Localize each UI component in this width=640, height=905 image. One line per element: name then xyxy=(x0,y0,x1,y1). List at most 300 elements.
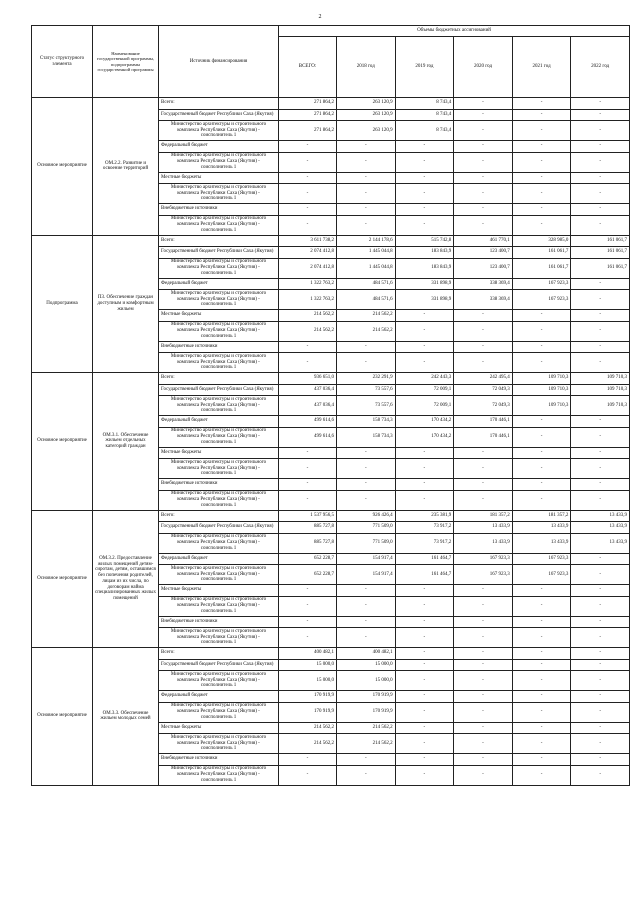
amount-year: - xyxy=(571,565,630,585)
funding-source: Федеральный бюджет xyxy=(159,416,279,428)
funding-source: Местные бюджеты xyxy=(159,172,279,184)
amount-year: - xyxy=(571,141,630,153)
amount-year: - xyxy=(571,204,630,216)
amount-year: 338 369,4 xyxy=(454,278,513,290)
amount-year: 328 985,0 xyxy=(512,235,571,247)
amount-year: - xyxy=(337,215,396,235)
amount-year: - xyxy=(512,341,571,353)
funding-source: Государственный бюджет Республики Саха (Якутия) xyxy=(159,384,279,396)
amount-year: - xyxy=(571,765,630,785)
amount-year: 13 433,9 xyxy=(512,522,571,534)
amount-year: 123 400,7 xyxy=(454,247,513,259)
funding-source-executor: Министерство архитектуры и строительного комплекса Республики Саха (Якутия) - соисполнитель 1 xyxy=(159,765,279,785)
funding-source-executor: Министерство архитектуры и строительного комплекса Республики Саха (Якутия) - соисполнитель 1 xyxy=(159,596,279,616)
amount-year: - xyxy=(512,671,571,691)
amount-year: - xyxy=(571,648,630,660)
amount-total: 214 562,2 xyxy=(279,734,337,754)
amount-year: - xyxy=(512,141,571,153)
funding-source: Государственный бюджет Республики Саха (Якутия) xyxy=(159,522,279,534)
amount-total: 214 562,2 xyxy=(279,321,337,341)
amount-year: - xyxy=(512,109,571,121)
amount-year: 158 734,3 xyxy=(337,427,396,447)
funding-source-executor: Министерство архитектуры и строительного комплекса Республики Саха (Якутия) - соисполнитель 1 xyxy=(159,215,279,235)
amount-year: - xyxy=(512,98,571,110)
amount-year: 109 710,3 xyxy=(512,384,571,396)
amount-year: 242 495,4 xyxy=(454,373,513,385)
amount-total: - xyxy=(279,353,337,373)
amount-year: 214 562,2 xyxy=(337,321,396,341)
amount-total: 499 614,6 xyxy=(279,416,337,428)
amount-year: 461 770,1 xyxy=(454,235,513,247)
amount-year: - xyxy=(395,321,454,341)
amount-year: - xyxy=(454,152,513,172)
header-col-2020: 2020 год xyxy=(454,37,513,98)
header-col-2021: 2021 год xyxy=(512,37,571,98)
amount-year: 72 009,1 xyxy=(395,396,454,416)
amount-year: - xyxy=(512,184,571,204)
amount-year: - xyxy=(395,585,454,597)
amount-year: - xyxy=(454,596,513,616)
amount-year: - xyxy=(512,585,571,597)
amount-total: 1 322 763,2 xyxy=(279,278,337,290)
amount-year: - xyxy=(512,490,571,510)
funding-source: Местные бюджеты xyxy=(159,310,279,322)
amount-total: - xyxy=(279,184,337,204)
amount-year: - xyxy=(395,596,454,616)
funding-source: Всего: xyxy=(159,235,279,247)
amount-year: - xyxy=(395,628,454,648)
amount-year: - xyxy=(571,184,630,204)
amount-year: - xyxy=(337,628,396,648)
amount-year: - xyxy=(571,121,630,141)
amount-year: - xyxy=(571,479,630,491)
amount-year: - xyxy=(512,616,571,628)
amount-year: - xyxy=(337,184,396,204)
amount-year: - xyxy=(395,152,454,172)
amount-year: 73 557,6 xyxy=(337,384,396,396)
amount-year: - xyxy=(454,648,513,660)
amount-total: 499 614,6 xyxy=(279,427,337,447)
amount-total: 3 611 738,2 xyxy=(279,235,337,247)
funding-source-executor: Министерство архитектуры и строительного комплекса Республики Саха (Якутия) - соисполнитель 1 xyxy=(159,427,279,447)
amount-year: - xyxy=(395,184,454,204)
table-row xyxy=(32,98,630,110)
amount-year: 8 743,4 xyxy=(395,121,454,141)
amount-year: 263 120,9 xyxy=(337,109,396,121)
amount-year: - xyxy=(454,628,513,648)
amount-year: 235 381,9 xyxy=(395,510,454,522)
amount-year: - xyxy=(454,184,513,204)
amount-year: - xyxy=(571,734,630,754)
amount-year: - xyxy=(512,353,571,373)
amount-year: - xyxy=(454,754,513,766)
amount-total: - xyxy=(279,585,337,597)
amount-total: 271 864,2 xyxy=(279,121,337,141)
amount-year: - xyxy=(571,722,630,734)
amount-year: - xyxy=(395,310,454,322)
amount-year: - xyxy=(337,490,396,510)
amount-year: 161 061,7 xyxy=(512,247,571,259)
funding-source: Местные бюджеты xyxy=(159,722,279,734)
funding-source: Внебюджетные источники xyxy=(159,754,279,766)
amount-year: - xyxy=(571,691,630,703)
amount-total: 1 537 956,5 xyxy=(279,510,337,522)
amount-year: 926 426,4 xyxy=(337,510,396,522)
amount-year: 73 557,6 xyxy=(337,396,396,416)
amount-total: 652 228,7 xyxy=(279,553,337,565)
funding-source: Всего: xyxy=(159,373,279,385)
funding-source-executor: Министерство архитектуры и строительного комплекса Республики Саха (Якутия) - соисполнитель 1 xyxy=(159,321,279,341)
funding-source-executor: Министерство архитектуры и строительного комплекса Республики Саха (Якутия) - соисполнитель 1 xyxy=(159,628,279,648)
amount-year: 167 923,3 xyxy=(454,553,513,565)
amount-total: - xyxy=(279,152,337,172)
header-col-2019: 2019 год xyxy=(395,37,454,98)
amount-year: 109 710,3 xyxy=(512,373,571,385)
amount-total: - xyxy=(279,215,337,235)
amount-year: - xyxy=(395,734,454,754)
structure-status: Основное мероприятие xyxy=(32,648,93,786)
amount-year: - xyxy=(395,765,454,785)
amount-year: 170 446,1 xyxy=(454,416,513,428)
amount-year: 263 120,9 xyxy=(337,121,396,141)
amount-year: 242 443,3 xyxy=(395,373,454,385)
amount-year: 154 917,4 xyxy=(337,565,396,585)
amount-year: 338 369,4 xyxy=(454,290,513,310)
funding-source-executor: Министерство архитектуры и строительного комплекса Республики Саха (Якутия) - соисполнитель 1 xyxy=(159,121,279,141)
amount-year: - xyxy=(512,734,571,754)
amount-total: 400 482,1 xyxy=(279,648,337,660)
amount-year: 331 898,9 xyxy=(395,278,454,290)
amount-year: - xyxy=(454,310,513,322)
amount-total: 652 228,7 xyxy=(279,565,337,585)
amount-year: 8 743,4 xyxy=(395,109,454,121)
amount-year: - xyxy=(571,278,630,290)
amount-year: - xyxy=(512,722,571,734)
amount-year: - xyxy=(571,310,630,322)
amount-year: 170 434,2 xyxy=(395,427,454,447)
amount-year: - xyxy=(512,691,571,703)
table-row xyxy=(32,373,630,385)
funding-source: Государственный бюджет Республики Саха (Якутия) xyxy=(159,109,279,121)
funding-source: Местные бюджеты xyxy=(159,447,279,459)
funding-source: Внебюджетные источники xyxy=(159,204,279,216)
amount-year: 13 433,9 xyxy=(571,510,630,522)
amount-total: - xyxy=(279,628,337,648)
amount-year: - xyxy=(454,341,513,353)
amount-year: 73 917,2 xyxy=(395,533,454,553)
funding-source-executor: Министерство архитектуры и строительного комплекса Республики Саха (Якутия) - соисполнитель 1 xyxy=(159,152,279,172)
amount-year: 167 923,3 xyxy=(512,290,571,310)
structure-status: Основное мероприятие xyxy=(32,98,93,236)
amount-year: - xyxy=(571,290,630,310)
amount-year: - xyxy=(454,734,513,754)
amount-year: - xyxy=(571,353,630,373)
amount-year: - xyxy=(337,459,396,479)
amount-total: - xyxy=(279,765,337,785)
amount-total: - xyxy=(279,754,337,766)
header-col-total: ВСЕГО: xyxy=(279,37,337,98)
amount-total: 15 000,0 xyxy=(279,659,337,671)
amount-year: 161 464,7 xyxy=(395,553,454,565)
amount-year: 123 400,7 xyxy=(454,258,513,278)
funding-source: Федеральный бюджет xyxy=(159,691,279,703)
amount-total: 2 074 412,8 xyxy=(279,258,337,278)
amount-year: 214 562,2 xyxy=(337,310,396,322)
amount-year: - xyxy=(571,596,630,616)
amount-year: 154 917,4 xyxy=(337,553,396,565)
amount-year: - xyxy=(395,141,454,153)
header-status: Статус структурного элемента xyxy=(32,26,93,98)
structure-status: Основное мероприятие xyxy=(32,373,93,511)
amount-year: - xyxy=(512,479,571,491)
amount-year: - xyxy=(571,341,630,353)
amount-year: - xyxy=(571,427,630,447)
amount-year: 15 000,0 xyxy=(337,671,396,691)
amount-year: - xyxy=(571,702,630,722)
amount-year: - xyxy=(395,616,454,628)
amount-year: 72 049,3 xyxy=(454,384,513,396)
funding-source-executor: Министерство архитектуры и строительного комплекса Республики Саха (Якутия) - соисполнитель 1 xyxy=(159,671,279,691)
amount-year: - xyxy=(512,459,571,479)
amount-year: - xyxy=(395,754,454,766)
amount-year: - xyxy=(454,585,513,597)
header-name: Наименование государственной программы, подпрограммы государственной программы xyxy=(93,26,159,98)
amount-year: - xyxy=(454,671,513,691)
amount-year: - xyxy=(512,152,571,172)
funding-source-executor: Министерство архитектуры и строительного комплекса Республики Саха (Якутия) - соисполнитель 1 xyxy=(159,565,279,585)
amount-year: 13 433,9 xyxy=(454,533,513,553)
amount-year: - xyxy=(395,172,454,184)
amount-year: - xyxy=(454,459,513,479)
amount-year: - xyxy=(454,109,513,121)
program-name: П3. Обеспечение граждан доступным и комфортным жильем xyxy=(93,235,159,373)
amount-year: - xyxy=(571,754,630,766)
amount-year: - xyxy=(454,702,513,722)
amount-total: 214 562,2 xyxy=(279,310,337,322)
amount-year: - xyxy=(512,121,571,141)
amount-year: - xyxy=(571,459,630,479)
amount-year: 2 144 178,6 xyxy=(337,235,396,247)
amount-year: - xyxy=(337,204,396,216)
amount-year: 263 120,9 xyxy=(337,98,396,110)
amount-year: 73 917,2 xyxy=(395,522,454,534)
amount-year: - xyxy=(454,722,513,734)
amount-year: - xyxy=(571,659,630,671)
funding-source-executor: Министерство архитектуры и строительного комплекса Республики Саха (Якутия) - соисполнитель 1 xyxy=(159,353,279,373)
header-budget: Объемы бюджетных ассигнований xyxy=(279,26,630,37)
amount-total: - xyxy=(279,172,337,184)
amount-total: - xyxy=(279,616,337,628)
amount-total: - xyxy=(279,141,337,153)
amount-total: 2 074 412,8 xyxy=(279,247,337,259)
funding-source-executor: Министерство архитектуры и строительного комплекса Республики Саха (Якутия) - соисполнитель 1 xyxy=(159,533,279,553)
amount-total: 885 727,8 xyxy=(279,522,337,534)
budget-table xyxy=(31,25,630,786)
amount-year: 109 710,3 xyxy=(571,384,630,396)
amount-year: - xyxy=(395,648,454,660)
amount-year: - xyxy=(571,172,630,184)
amount-year: 13 433,9 xyxy=(571,522,630,534)
program-name: ОМ.3.2. Предоставление жилых помещений детям-сиротам, детям, оставшимся без попечения родителей, лицам из их числа, по договорам найма специализированных жилых помещений xyxy=(93,510,159,648)
program-name: ОМ.3.1. Обеспечение жильем отдельных категорий граждан xyxy=(93,373,159,511)
amount-year: - xyxy=(512,447,571,459)
amount-year: - xyxy=(512,628,571,648)
amount-total: 1 322 763,2 xyxy=(279,290,337,310)
amount-total: - xyxy=(279,447,337,459)
amount-total: - xyxy=(279,596,337,616)
amount-year: - xyxy=(337,172,396,184)
amount-year: - xyxy=(512,172,571,184)
amount-year: - xyxy=(571,98,630,110)
amount-total: - xyxy=(279,459,337,479)
program-name: ОМ.3.3. Обеспечение жильем молодых семей xyxy=(93,648,159,786)
amount-year: - xyxy=(395,702,454,722)
amount-year: - xyxy=(454,479,513,491)
amount-year: 167 923,3 xyxy=(512,278,571,290)
funding-source-executor: Министерство архитектуры и строительного комплекса Республики Саха (Якутия) - соисполнитель 1 xyxy=(159,290,279,310)
amount-year: - xyxy=(571,215,630,235)
amount-total: 271 864,2 xyxy=(279,98,337,110)
amount-year: 170 434,2 xyxy=(395,416,454,428)
amount-year: - xyxy=(512,659,571,671)
amount-total: 885 727,8 xyxy=(279,533,337,553)
amount-total: 437 036,4 xyxy=(279,384,337,396)
amount-year: - xyxy=(571,616,630,628)
amount-year: - xyxy=(337,585,396,597)
amount-total: 271 864,2 xyxy=(279,109,337,121)
table-row xyxy=(32,235,630,247)
funding-source: Федеральный бюджет xyxy=(159,278,279,290)
funding-source-executor: Министерство архитектуры и строительного комплекса Республики Саха (Якутия) - соисполнитель 1 xyxy=(159,459,279,479)
amount-total: - xyxy=(279,490,337,510)
funding-source: Федеральный бюджет xyxy=(159,553,279,565)
amount-year: - xyxy=(571,447,630,459)
amount-year: 484 571,6 xyxy=(337,278,396,290)
amount-year: 161 061,7 xyxy=(571,258,630,278)
amount-year: - xyxy=(454,204,513,216)
amount-year: - xyxy=(571,585,630,597)
amount-year: 232 291,9 xyxy=(337,373,396,385)
amount-year: - xyxy=(337,447,396,459)
amount-year: - xyxy=(395,479,454,491)
amount-year: - xyxy=(512,596,571,616)
funding-source-executor: Министерство архитектуры и строительного комплекса Республики Саха (Якутия) - соисполнитель 1 xyxy=(159,702,279,722)
amount-year: 158 734,3 xyxy=(337,416,396,428)
amount-year: - xyxy=(454,141,513,153)
amount-year: - xyxy=(512,765,571,785)
amount-year: - xyxy=(571,152,630,172)
amount-year: - xyxy=(454,490,513,510)
amount-year: 13 433,9 xyxy=(512,533,571,553)
amount-year: - xyxy=(337,341,396,353)
amount-year: 167 923,3 xyxy=(454,565,513,585)
page-number: 2 xyxy=(318,14,322,20)
amount-year: 183 843,9 xyxy=(395,247,454,259)
amount-year: - xyxy=(337,479,396,491)
amount-year: - xyxy=(512,648,571,660)
amount-year: 109 710,3 xyxy=(571,396,630,416)
structure-status: Основное мероприятие xyxy=(32,510,93,648)
amount-year: - xyxy=(395,659,454,671)
amount-year: 161 061,7 xyxy=(512,258,571,278)
amount-year: 515 742,8 xyxy=(395,235,454,247)
amount-year: 13 433,9 xyxy=(571,533,630,553)
table-row xyxy=(32,510,630,522)
amount-year: 400 482,1 xyxy=(337,648,396,660)
amount-year: 161 061,7 xyxy=(571,235,630,247)
funding-source: Местные бюджеты xyxy=(159,585,279,597)
amount-total: 936 651,0 xyxy=(279,373,337,385)
amount-year: 167 923,3 xyxy=(512,565,571,585)
amount-year: - xyxy=(337,152,396,172)
amount-year: - xyxy=(454,765,513,785)
amount-year: 170 446,1 xyxy=(454,427,513,447)
amount-year: - xyxy=(395,215,454,235)
amount-year: - xyxy=(512,321,571,341)
header-source: Источник финансирования xyxy=(159,26,279,98)
amount-year: - xyxy=(454,215,513,235)
funding-source-executor: Министерство архитектуры и строительного комплекса Республики Саха (Якутия) - соисполнитель 1 xyxy=(159,734,279,754)
amount-year: - xyxy=(454,691,513,703)
amount-year: 214 562,2 xyxy=(337,734,396,754)
amount-total: 437 036,4 xyxy=(279,396,337,416)
amount-year: - xyxy=(395,691,454,703)
funding-source-executor: Министерство архитектуры и строительного комплекса Республики Саха (Якутия) - соисполнитель 1 xyxy=(159,490,279,510)
amount-year: - xyxy=(337,141,396,153)
funding-source: Государственный бюджет Республики Саха (Якутия) xyxy=(159,247,279,259)
amount-total: 170 919,9 xyxy=(279,702,337,722)
amount-year: - xyxy=(337,353,396,373)
amount-year: - xyxy=(395,722,454,734)
amount-year: - xyxy=(395,671,454,691)
amount-year: 484 571,6 xyxy=(337,290,396,310)
amount-year: - xyxy=(395,447,454,459)
amount-year: - xyxy=(395,204,454,216)
amount-year: 8 743,4 xyxy=(395,98,454,110)
amount-year: - xyxy=(454,447,513,459)
amount-total: - xyxy=(279,479,337,491)
amount-year: 1 445 044,8 xyxy=(337,247,396,259)
amount-year: 161 464,7 xyxy=(395,565,454,585)
amount-year: - xyxy=(454,353,513,373)
amount-year: - xyxy=(571,416,630,428)
funding-source: Всего: xyxy=(159,510,279,522)
amount-year: 109 710,3 xyxy=(571,373,630,385)
amount-year: - xyxy=(395,490,454,510)
funding-source: Всего: xyxy=(159,648,279,660)
funding-source: Всего: xyxy=(159,98,279,110)
amount-year: - xyxy=(512,416,571,428)
amount-year: 15 000,0 xyxy=(337,659,396,671)
amount-year: - xyxy=(337,596,396,616)
amount-year: 214 562,2 xyxy=(337,722,396,734)
amount-year: - xyxy=(454,172,513,184)
amount-year: - xyxy=(571,671,630,691)
amount-year: 72 009,1 xyxy=(395,384,454,396)
amount-total: 170 919,9 xyxy=(279,691,337,703)
amount-year: 771 509,0 xyxy=(337,522,396,534)
funding-source: Внебюджетные источники xyxy=(159,479,279,491)
structure-status: Подпрограмма xyxy=(32,235,93,373)
funding-source: Государственный бюджет Республики Саха (Якутия) xyxy=(159,659,279,671)
amount-total: - xyxy=(279,204,337,216)
amount-year: 109 710,3 xyxy=(512,396,571,416)
amount-year: - xyxy=(454,98,513,110)
amount-year: 72 049,3 xyxy=(454,396,513,416)
amount-year: - xyxy=(571,109,630,121)
amount-year: 331 898,9 xyxy=(395,290,454,310)
amount-total: - xyxy=(279,341,337,353)
